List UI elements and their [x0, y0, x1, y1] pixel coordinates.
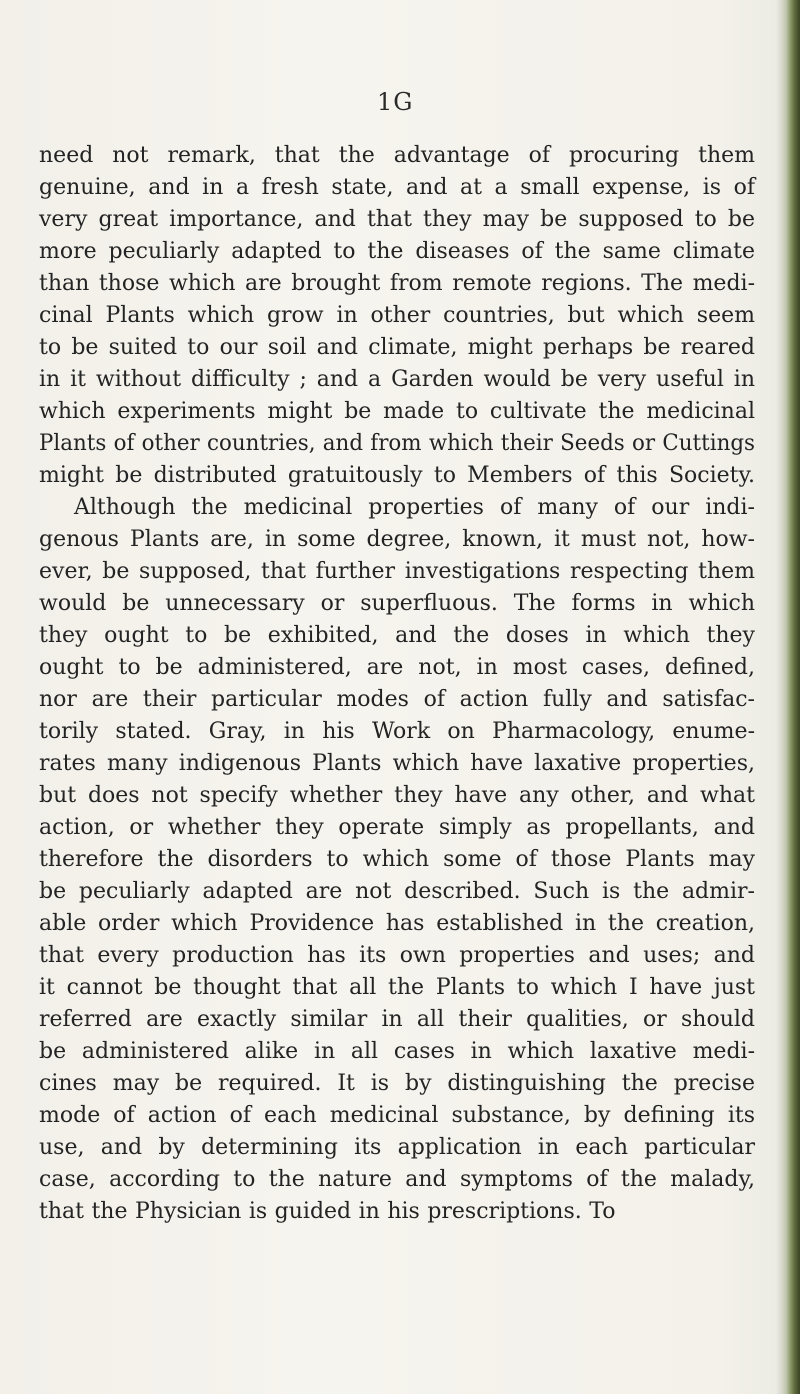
text-line: need not remark, that the advantage of procuring them [39, 143, 755, 168]
text-line: it cannot be thought that all the Plants to which I have just [39, 975, 755, 1000]
text-line: very great importance, and that they may be supposed to be [39, 207, 755, 232]
text-line: they ought to be exhibited, and the doses in which they [39, 623, 755, 648]
text-line: therefore the disorders to which some of those Plants may [39, 847, 755, 872]
text-line: able order which Providence has established in the creation, [39, 911, 755, 936]
text-line: cinal Plants which grow in other countries, but which seem [39, 303, 755, 328]
text-line: rates many indigenous Plants which have laxative properties, [39, 751, 755, 776]
text-line: in it without difficulty ; and a Garden would be very useful in [39, 367, 755, 392]
text-line: genous Plants are, in some degree, known, it must not, how- [39, 527, 755, 552]
text-line: Although the medicinal properties of many of our indi- [74, 495, 755, 520]
text-line: but does not specify whether they have any other, and what [39, 783, 755, 808]
text-line: be administered alike in all cases in which laxative medi- [39, 1039, 755, 1064]
text-line: ought to be administered, are not, in most cases, defined, [39, 655, 755, 680]
page-number: 1G [377, 88, 414, 116]
text-line: that the Physician is guided in his prescriptions. To [39, 1199, 616, 1224]
text-line: that every production has its own properties and uses; and [39, 943, 755, 968]
text-line: referred are exactly similar in all their qualities, or should [39, 1007, 755, 1032]
text-line: case, according to the nature and symptoms of the malady, [39, 1167, 755, 1192]
text-line: use, and by determining its application in each particular [39, 1135, 755, 1160]
text-line: torily stated. Gray, in his Work on Pharmacology, enume- [39, 719, 755, 744]
text-line: be peculiarly adapted are not described. Such is the admir- [39, 879, 755, 904]
text-line: mode of action of each medicinal substance, by defining its [39, 1103, 755, 1128]
page-edge [782, 0, 800, 1394]
text-line: genuine, and in a fresh state, and at a small expense, is of [39, 175, 755, 200]
text-line: action, or whether they operate simply as propellants, and [39, 815, 755, 840]
text-line: would be unnecessary or superfluous. The forms in which [39, 591, 755, 616]
text-line: cines may be required. It is by distinguishing the precise [39, 1071, 755, 1096]
text-line: to be suited to our soil and climate, might perhaps be reared [39, 335, 755, 360]
text-line: more peculiarly adapted to the diseases of the same climate [39, 239, 755, 264]
text-line: which experiments might be made to cultivate the medicinal [39, 399, 755, 424]
text-line: than those which are brought from remote regions. The medi- [39, 271, 755, 296]
text-line: ever, be supposed, that further investigations respecting them [39, 559, 755, 584]
text-line: nor are their particular modes of action fully and satisfac- [39, 687, 755, 712]
text-line: Plants of other countries, and from which their Seeds or Cuttings [39, 431, 756, 456]
text-line: might be distributed gratuitously to Members of this Society. [39, 463, 755, 488]
